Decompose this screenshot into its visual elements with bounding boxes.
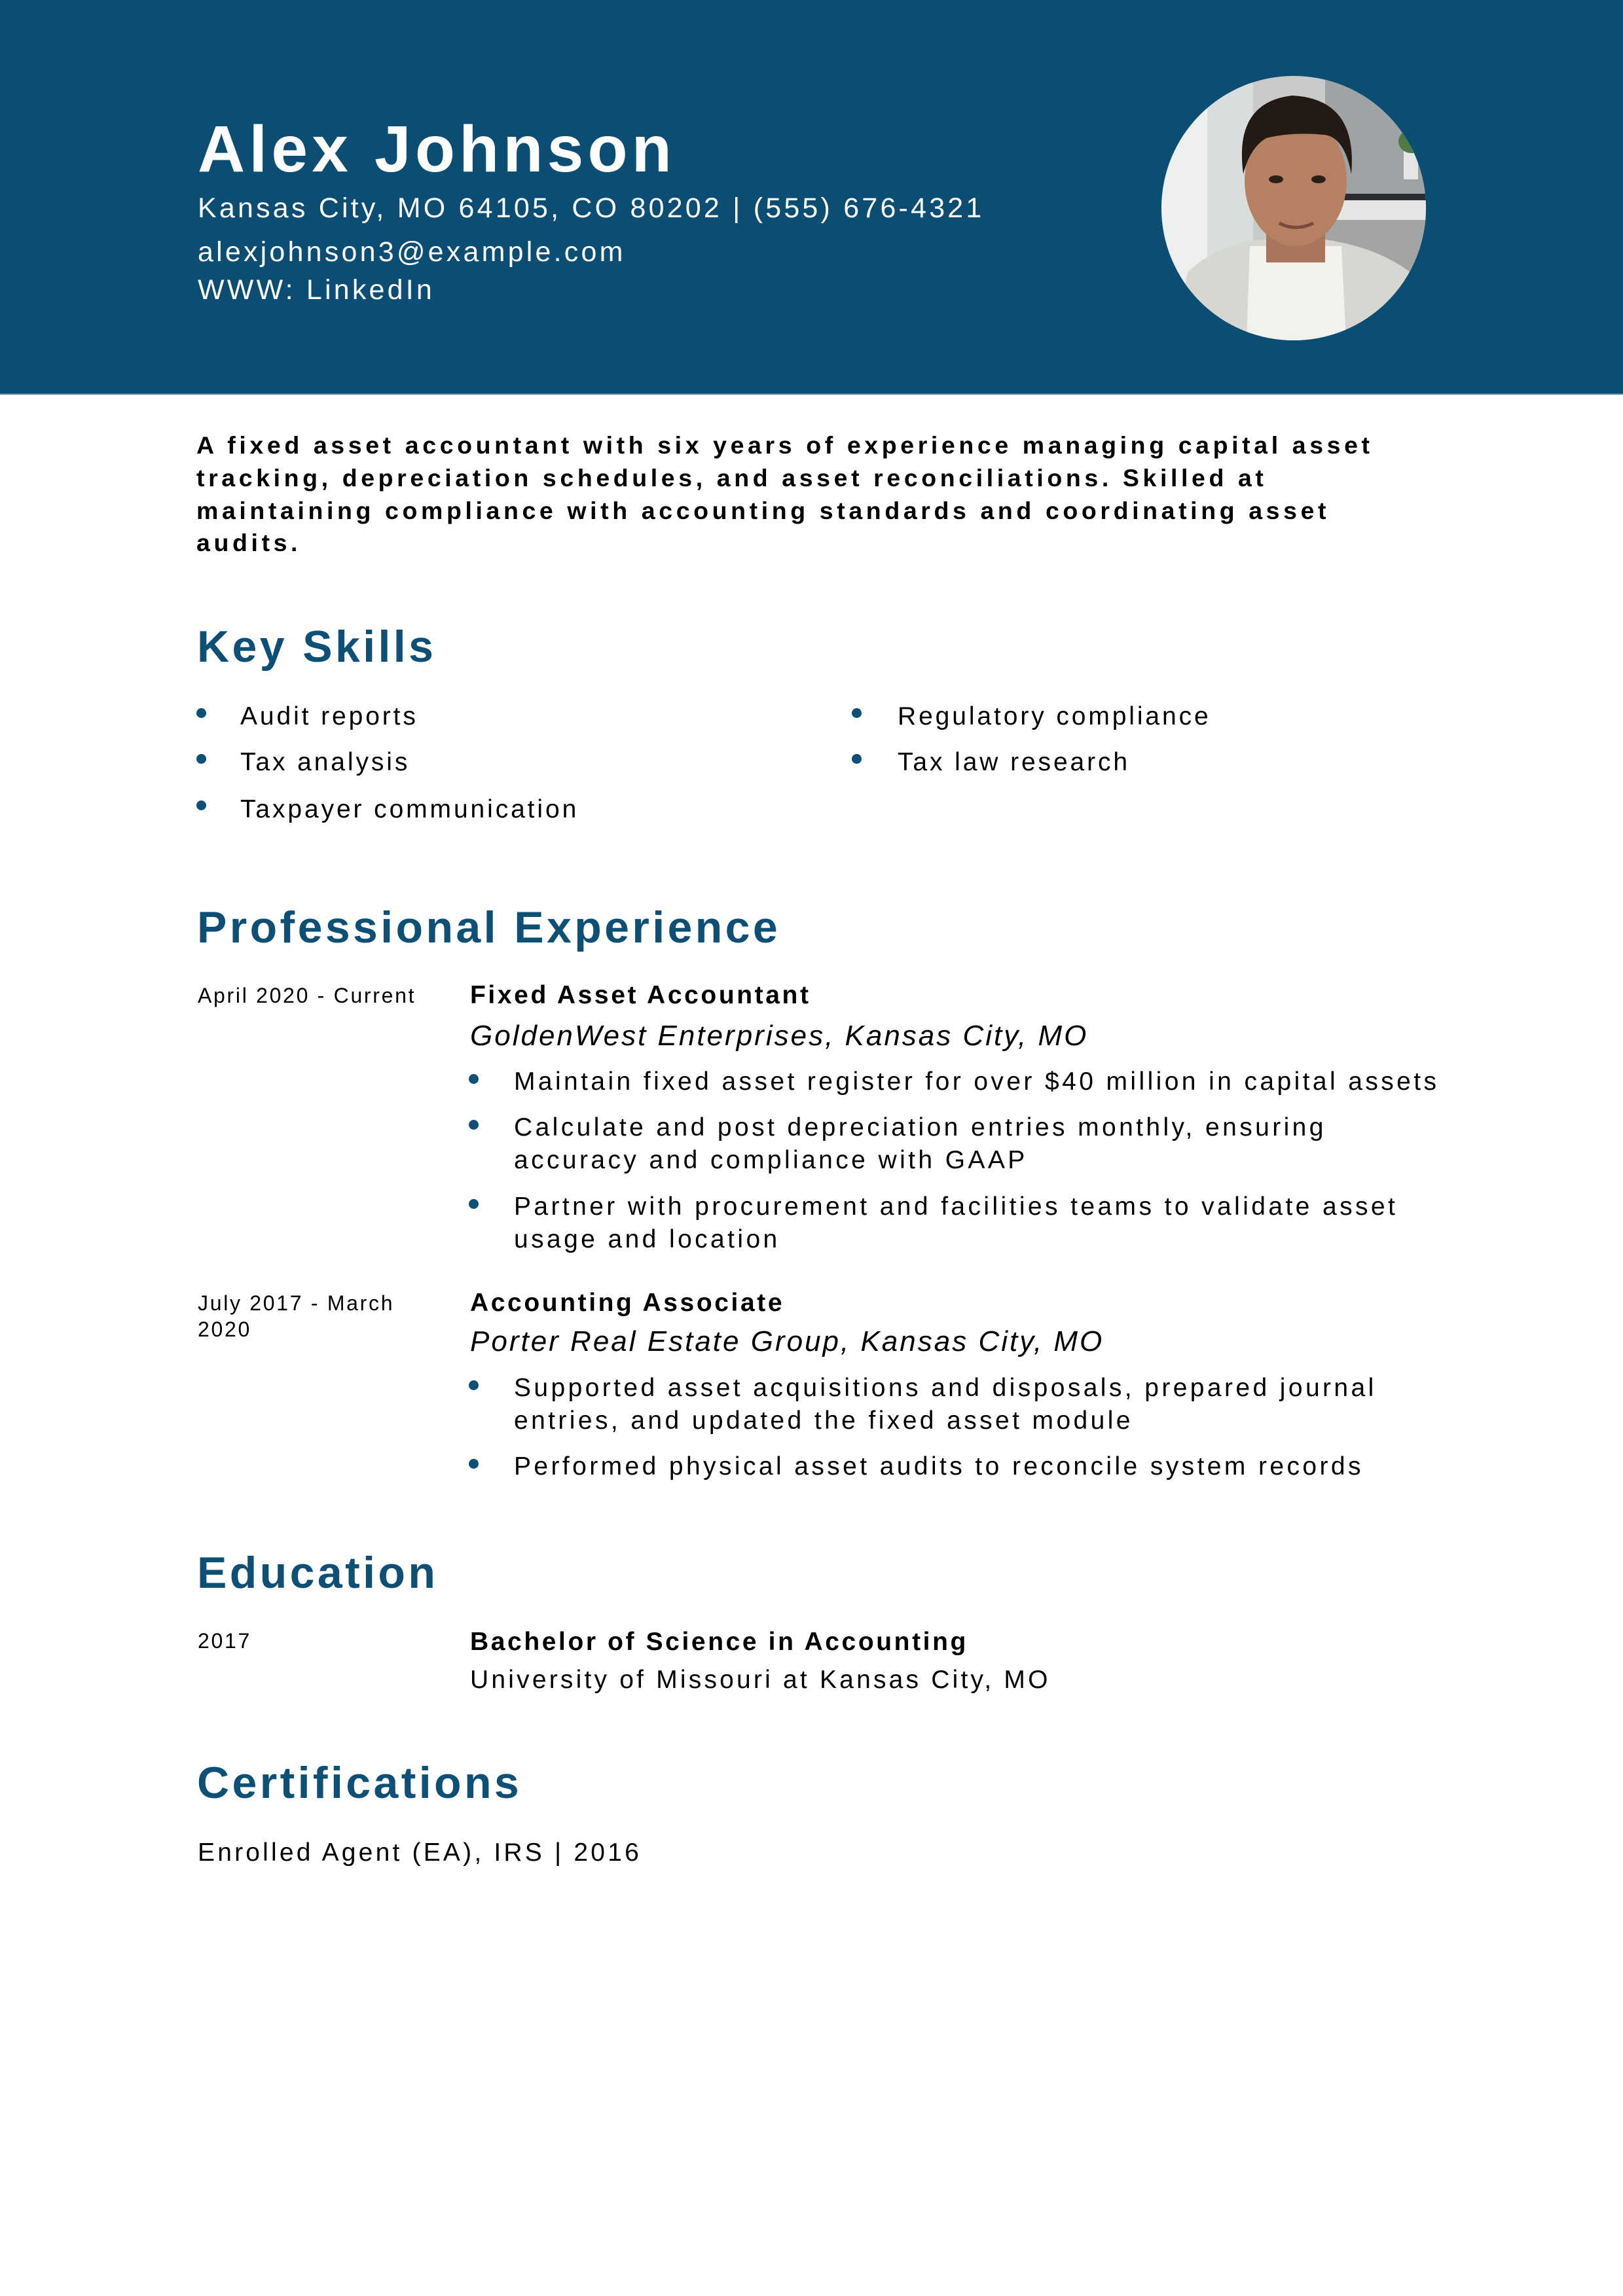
bullet-text: Supported asset acquisitions and disposals, prepared journal: [514, 1374, 1377, 1402]
job-title: Fixed Asset Accountant: [470, 981, 811, 1009]
section-heading-skills: Key Skills: [197, 622, 437, 672]
job-dates: 2020: [198, 1318, 251, 1341]
bullet-icon: [196, 800, 206, 810]
skill-label: Regulatory compliance: [898, 702, 1211, 730]
bullet-icon: [196, 754, 206, 764]
bullet-text: Calculate and post depreciation entries monthly, ensuring: [514, 1113, 1326, 1141]
skill-label: Tax analysis: [240, 748, 410, 776]
skill-label: Taxpayer communication: [240, 795, 579, 823]
job-company: Porter Real Estate Group, Kansas City, MO: [470, 1325, 1104, 1357]
education-school: University of Missouri at Kansas City, MO: [470, 1666, 1051, 1694]
bullet-icon: [852, 754, 862, 764]
section-heading-education: Education: [197, 1548, 439, 1598]
bullet-text: entries, and updated the fixed asset module: [514, 1407, 1133, 1435]
bullet-icon: [196, 708, 206, 718]
job-dates: April 2020 - Current: [198, 984, 416, 1007]
bullet-icon: [469, 1074, 479, 1084]
header-divider: [0, 393, 1623, 395]
bullet-text: Maintain fixed asset register for over $40 million in capital assets: [514, 1067, 1440, 1096]
bullet-icon: [469, 1459, 479, 1469]
certification-item: Enrolled Agent (EA), IRS | 2016: [198, 1839, 642, 1867]
contact-address-phone: Kansas City, MO 64105, CO 80202 | (555) 676-4321: [198, 192, 985, 224]
skill-label: Audit reports: [240, 702, 418, 730]
bullet-icon: [469, 1120, 479, 1130]
job-company: GoldenWest Enterprises, Kansas City, MO: [470, 1020, 1089, 1052]
bullet-icon: [469, 1199, 479, 1209]
section-heading-certifications: Certifications: [197, 1758, 522, 1808]
candidate-name: Alex Johnson: [198, 113, 676, 186]
bullet-icon: [852, 708, 862, 718]
summary-line: audits.: [196, 529, 302, 556]
bullet-text: usage and location: [514, 1225, 780, 1253]
contact-email[interactable]: alexjohnson3@example.com: [198, 236, 626, 268]
education-year: 2017: [198, 1629, 251, 1653]
education-degree: Bachelor of Science in Accounting: [470, 1628, 968, 1656]
profile-photo: [1161, 76, 1426, 340]
portrait-icon: [1161, 76, 1426, 340]
bullet-text: Partner with procurement and facilities teams to validate asset: [514, 1193, 1398, 1221]
bullet-text: accuracy and compliance with GAAP: [514, 1146, 1028, 1174]
job-title: Accounting Associate: [470, 1289, 785, 1317]
skill-label: Tax law research: [898, 748, 1131, 776]
summary-line: tracking, depreciation schedules, and asset reconciliations. Skilled at: [196, 464, 1267, 492]
bullet-text: Performed physical asset audits to reconcile system records: [514, 1452, 1364, 1480]
bullet-icon: [469, 1380, 479, 1390]
summary-line: A fixed asset accountant with six years of experience managing capital asset: [196, 431, 1374, 459]
job-dates: July 2017 - March: [198, 1291, 395, 1315]
summary-line: maintaining compliance with accounting standards and coordinating asset: [196, 497, 1330, 524]
section-heading-experience: Professional Experience: [197, 903, 781, 952]
contact-website[interactable]: WWW: LinkedIn: [198, 274, 435, 306]
